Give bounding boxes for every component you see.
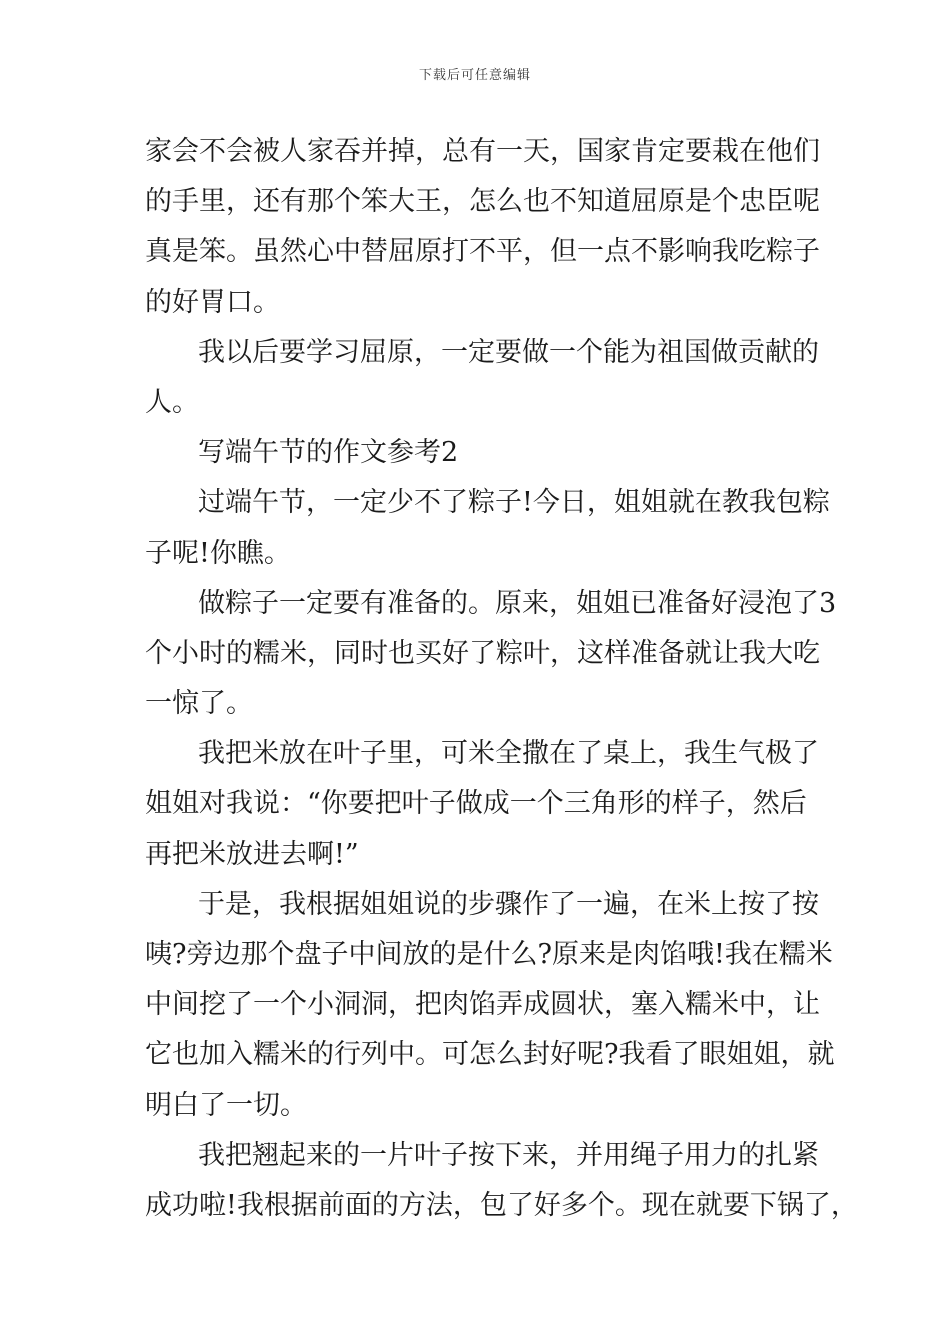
text-line: 我把米放在叶子里，可米全撒在了桌上，我生气极了 xyxy=(198,738,819,770)
text-line: 做粽子一定要有准备的。原来，姐姐已准备好浸泡了3 xyxy=(198,587,837,619)
document-body xyxy=(145,127,858,1231)
text-line: 姐姐对我说：“你要把叶子做成一个三角形的样子，然后 xyxy=(145,788,807,820)
page-header: 下载后可任意编辑 xyxy=(418,68,531,83)
text-line: 真是笨。虽然心中替屈原打不平，但一点不影响我吃粽子 xyxy=(145,236,820,268)
text-line: 个小时的糯米，同时也买好了粽叶，这样准备就让我大吃 xyxy=(145,637,820,669)
text-line: 一惊了。 xyxy=(145,688,253,720)
text-line: 我以后要学习屈原，一定要做一个能为祖国做贡献的 xyxy=(198,336,819,368)
text-line: 写端午节的作文参考2 xyxy=(198,437,459,469)
text-line: 人。 xyxy=(145,386,199,418)
text-line: 它也加入糯米的行列中。可怎么封好呢?我看了眼姐姐，就 xyxy=(145,1039,835,1071)
text-line: 的手里，还有那个笨大王，怎么也不知道屈原是个忠臣呢 xyxy=(145,186,820,218)
text-line: 成功啦!我根据前面的方法，包了好多个。现在就要下锅了， xyxy=(145,1189,858,1221)
text-line: 于是，我根据姐姐说的步骤作了一遍，在米上按了按 xyxy=(198,888,819,920)
text-line: 咦?旁边那个盘子中间放的是什么?原来是肉馅哦!我在糯米 xyxy=(145,939,833,970)
text-line: 再把米放进去啊!” xyxy=(145,838,359,870)
text-line: 我把翘起来的一片叶子按下来，并用绳子用力的扎紧 xyxy=(198,1139,819,1171)
text-line: 中间挖了一个小洞洞，把肉馅弄成圆状，塞入糯米中，让 xyxy=(145,989,820,1021)
text-line: 子呢!你瞧。 xyxy=(145,537,291,569)
text-line: 家会不会被人家吞并掉，总有一天，国家肯定要栽在他们 xyxy=(145,136,820,167)
text-line: 过端午节，一定少不了粽子!今日，姐姐就在教我包粽 xyxy=(198,487,830,519)
text-line: 的好胃口。 xyxy=(145,286,280,318)
text-line: 明白了一切。 xyxy=(145,1089,307,1121)
